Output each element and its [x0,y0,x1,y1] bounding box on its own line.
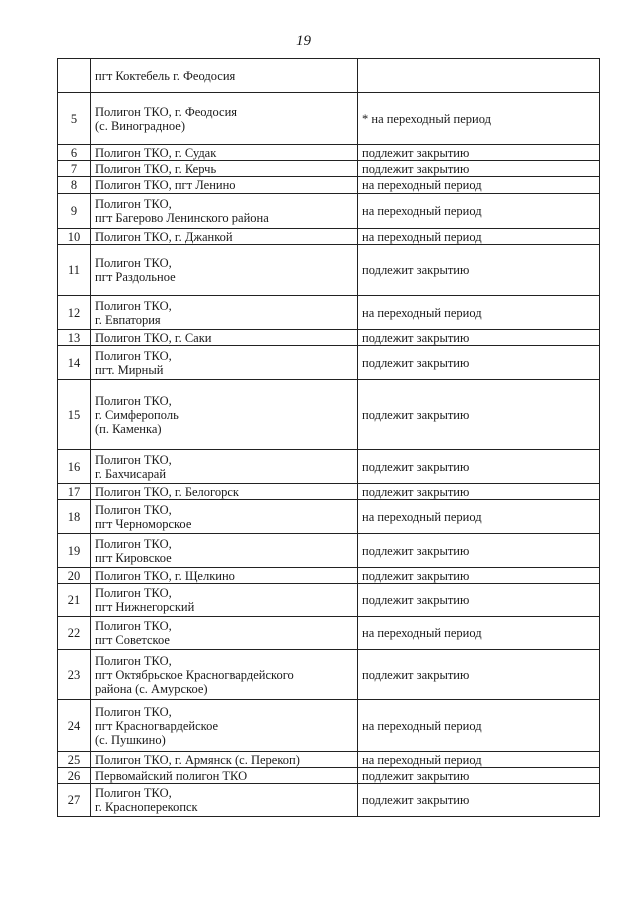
table-row [58,584,600,617]
row-number: 7 [58,161,91,177]
table-row [58,330,600,346]
table-body [58,59,600,817]
landfill-status: подлежит закрытию [358,534,600,568]
row-number: 5 [58,93,91,145]
table-row [58,484,600,500]
table-row [58,93,600,145]
landfill-name: Полигон ТКО, г. Красноперекопск [91,784,358,817]
landfill-name: Полигон ТКО, г. Керчь [91,161,358,177]
landfill-status: подлежит закрытию [358,484,600,500]
landfill-status: на переходный период [358,700,600,752]
table-row [58,568,600,584]
landfill-name: Полигон ТКО, г. Феодосия (с. Виноградное) [91,93,358,145]
landfill-status: подлежит закрытию [358,145,600,161]
landfill-name: Полигон ТКО, пгт Ленино [91,177,358,194]
row-number: 6 [58,145,91,161]
landfill-name: Полигон ТКО, г. Евпатория [91,296,358,330]
landfill-table [57,58,600,817]
row-number: 19 [58,534,91,568]
table-row [58,161,600,177]
table-row [58,296,600,330]
landfill-status: подлежит закрытию [358,584,600,617]
table-row [58,784,600,817]
landfill-name: Полигон ТКО, пгт Кировское [91,534,358,568]
landfill-name: Полигон ТКО, пгт Советское [91,617,358,650]
table-row [58,59,600,93]
landfill-name: Полигон ТКО, пгт Красногвардейское (с. Пушкино) [91,700,358,752]
row-number: 22 [58,617,91,650]
landfill-name: Полигон ТКО, г. Саки [91,330,358,346]
landfill-name: Полигон ТКО, г. Белогорск [91,484,358,500]
table-row [58,177,600,194]
table-row [58,500,600,534]
row-number [58,59,91,93]
landfill-status: на переходный период [358,229,600,245]
landfill-status: * на переходный период [358,93,600,145]
landfill-status: на переходный период [358,194,600,229]
table-row [58,450,600,484]
row-number: 12 [58,296,91,330]
table-row [58,650,600,700]
landfill-status: на переходный период [358,752,600,768]
table-row [58,245,600,296]
landfill-name: Полигон ТКО, пгт Раздольное [91,245,358,296]
table-row [58,700,600,752]
table-row [58,380,600,450]
row-number: 17 [58,484,91,500]
row-number: 14 [58,346,91,380]
row-number: 27 [58,784,91,817]
landfill-name: Полигон ТКО, пгт Нижнегорский [91,584,358,617]
landfill-name: Полигон ТКО, пгт Багерово Ленинского района [91,194,358,229]
row-number: 15 [58,380,91,450]
row-number: 16 [58,450,91,484]
landfill-status: подлежит закрытию [358,330,600,346]
row-number: 25 [58,752,91,768]
row-number: 23 [58,650,91,700]
row-number: 9 [58,194,91,229]
row-number: 26 [58,768,91,784]
row-number: 24 [58,700,91,752]
landfill-name: пгт Коктебель г. Феодосия [91,59,358,93]
landfill-status: подлежит закрытию [358,380,600,450]
table-row [58,145,600,161]
landfill-status [358,59,600,93]
landfill-name: Полигон ТКО, пгт Октябрьское Красногвардейского района (с. Амурское) [91,650,358,700]
landfill-status: подлежит закрытию [358,450,600,484]
landfill-status: подлежит закрытию [358,650,600,700]
landfill-name: Полигон ТКО, г. Джанкой [91,229,358,245]
landfill-name: Полигон ТКО, г. Армянск (с. Перекоп) [91,752,358,768]
table-row [58,617,600,650]
table-row [58,346,600,380]
row-number: 11 [58,245,91,296]
landfill-name: Полигон ТКО, пгт. Мирный [91,346,358,380]
landfill-name: Полигон ТКО, г. Симферополь (п. Каменка) [91,380,358,450]
table-row [58,534,600,568]
page-number: 19 [296,33,311,49]
landfill-status: подлежит закрытию [358,784,600,817]
landfill-name: Первомайский полигон ТКО [91,768,358,784]
landfill-name: Полигон ТКО, г. Щелкино [91,568,358,584]
landfill-status: подлежит закрытию [358,768,600,784]
table-row [58,752,600,768]
row-number: 13 [58,330,91,346]
landfill-status: на переходный период [358,177,600,194]
landfill-name: Полигон ТКО, пгт Черноморское [91,500,358,534]
table-row [58,194,600,229]
row-number: 20 [58,568,91,584]
landfill-status: подлежит закрытию [358,568,600,584]
landfill-status: на переходный период [358,296,600,330]
row-number: 18 [58,500,91,534]
landfill-status: на переходный период [358,617,600,650]
row-number: 10 [58,229,91,245]
landfill-status: подлежит закрытию [358,161,600,177]
landfill-status: подлежит закрытию [358,245,600,296]
landfill-status: подлежит закрытию [358,346,600,380]
row-number: 8 [58,177,91,194]
table-row [58,768,600,784]
row-number: 21 [58,584,91,617]
landfill-name: Полигон ТКО, г. Бахчисарай [91,450,358,484]
table-row [58,229,600,245]
landfill-status: на переходный период [358,500,600,534]
landfill-name: Полигон ТКО, г. Судак [91,145,358,161]
